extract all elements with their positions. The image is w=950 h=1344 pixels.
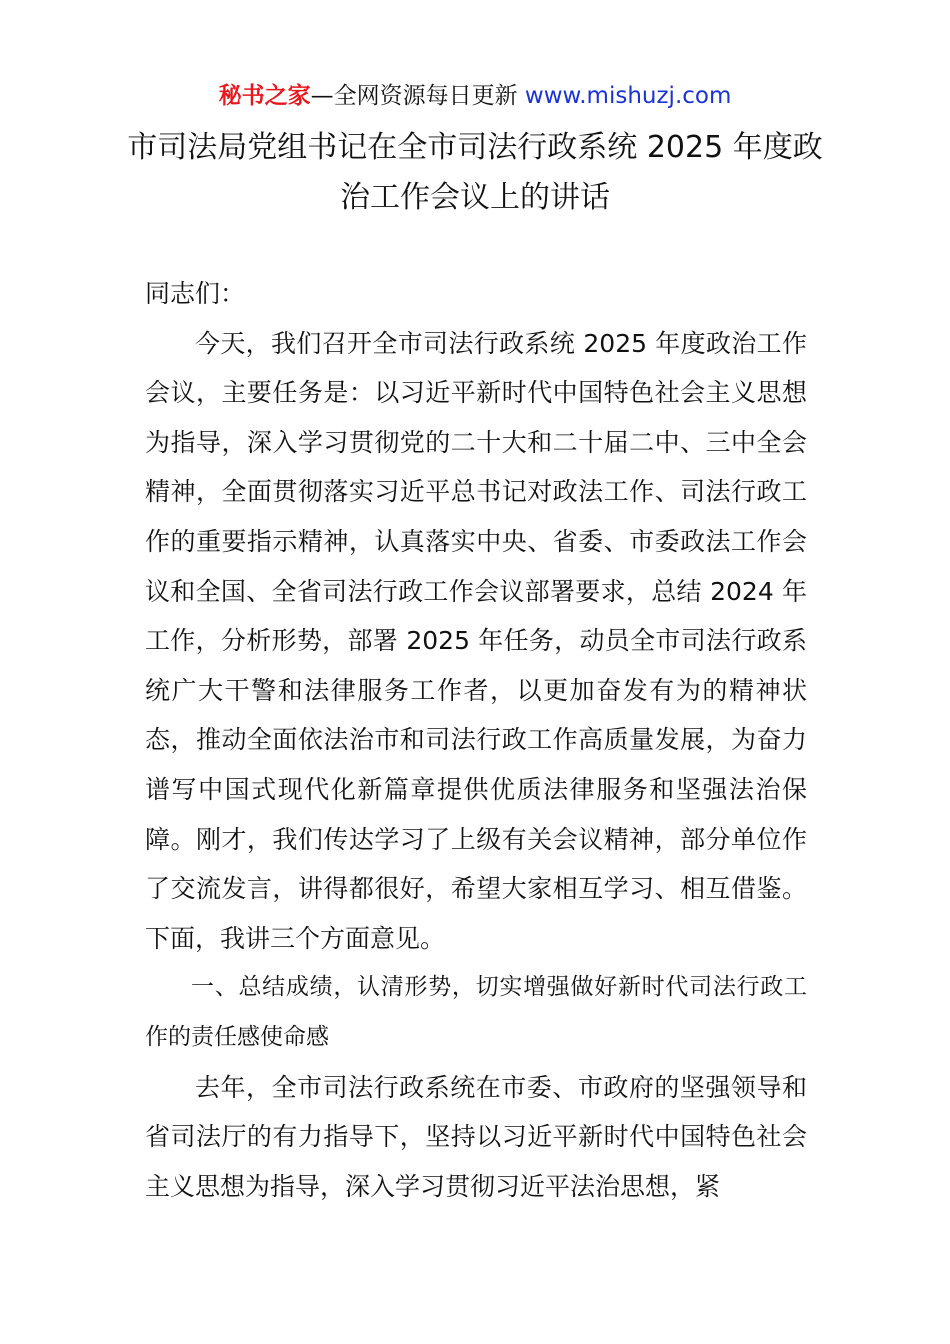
banner-brand: 秘书之家 xyxy=(218,83,311,109)
banner-tagline: —全网资源每日更新 xyxy=(310,83,525,109)
document-title: 市司法局党组书记在全市司法行政系统 2025 年度政治工作会议上的讲话 xyxy=(127,130,823,215)
body-paragraph: 今天，我们召开全市司法行政系统 2025 年度政治工作会议，主要任务是：以习近平新时代中国特色社会主义思想为指导，深入学习贯彻党的二十大和二十届二中、三中全会精神，全面贯彻落实习近平总书记对政法工作、司法行政工作的重要指示精神，认真落实中央、省委、市委政法工作会议和全国、全省司法行政工作会议部署要求，总结 2024 年工作，分析形势，部署 2025 年任务，动员全市司法行政系统广大干警和法律服务工作者，以更加奋发有为的精神状态，推动全面依法治市和司法行政工作高质量发展，为奋力谱写中国式现代化新篇章提供优质法律服务和坚强法治保障。刚才，我们传达学习了上级有关会议精神，部分单位作了交流发言，讲得都很好，希望大家相互学习、相互借鉴。下面，我讲三个方面意见。 xyxy=(145,328,807,953)
salutation: 同志们： xyxy=(145,279,246,308)
body-paragraph: 去年，全市司法行政系统在市委、市政府的坚强领导和省司法厅的有力指导下，坚持以习近平新时代中国特色社会主义思想为指导，深入学习贯彻习近平法治思想，紧 xyxy=(145,1072,807,1201)
site-banner xyxy=(0,80,950,112)
section-heading: 一、总结成绩，认清形势，切实增强做好新时代司法行政工作的责任感使命感 xyxy=(145,974,807,1050)
document-body xyxy=(145,269,807,1211)
banner-site-url: www.mishuzj.com xyxy=(524,83,732,109)
